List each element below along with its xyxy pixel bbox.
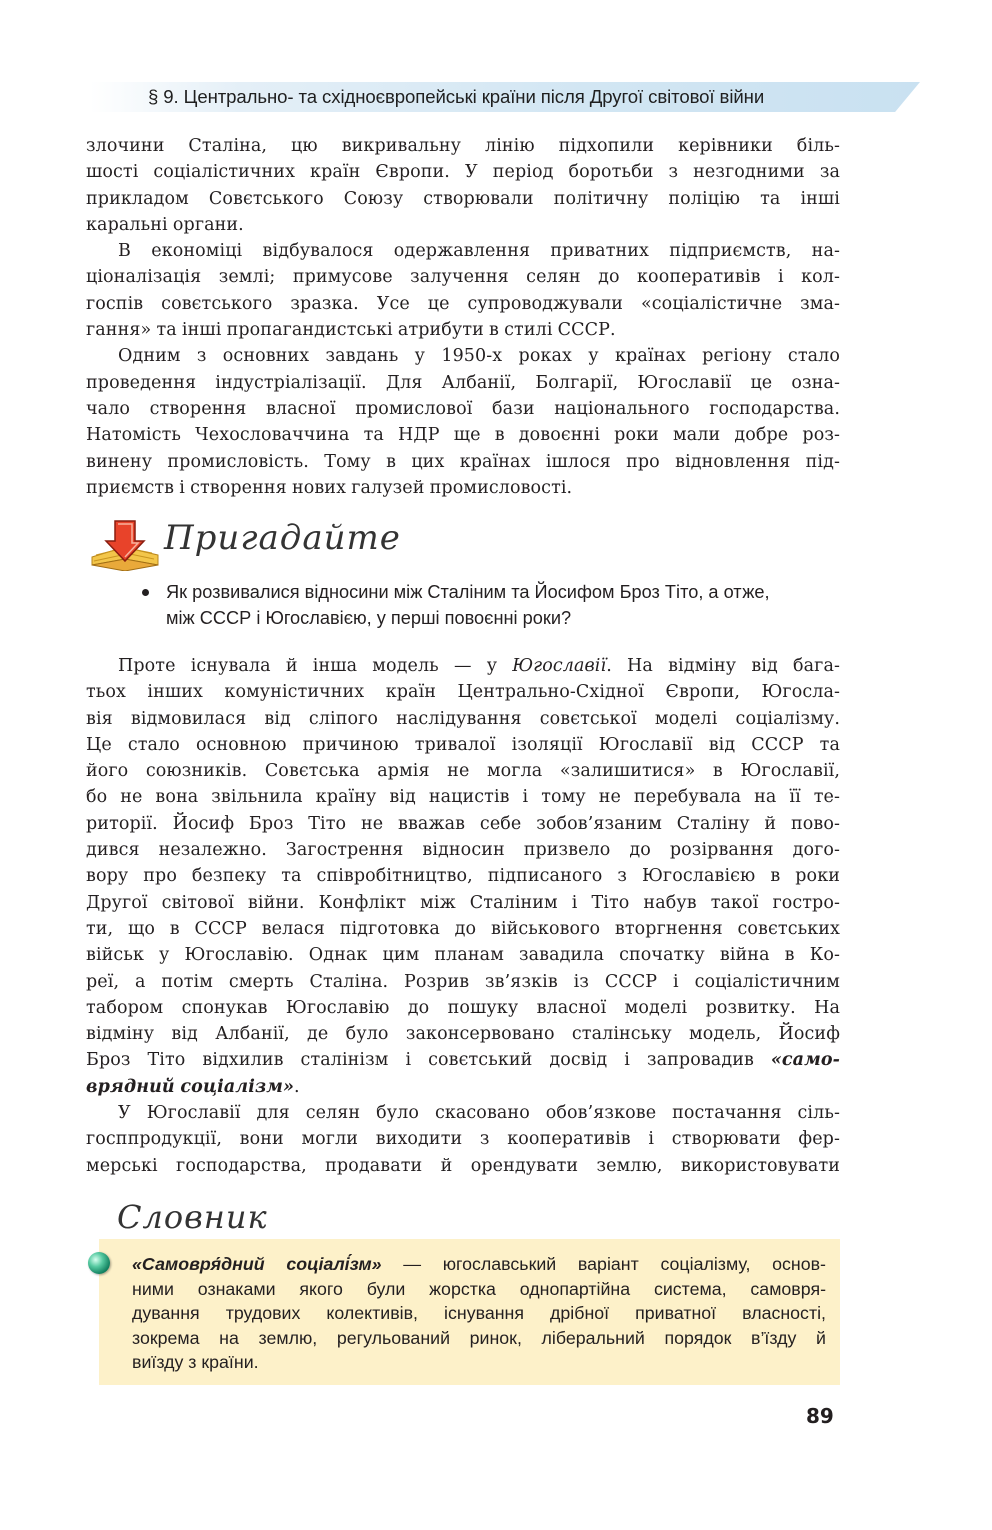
text-line: винену промисловість. Тому в цих країнах ішлося про відновлення під- (86, 451, 840, 472)
text-line: гання» та інші пропагандистські атрибути в стилі СССР. (86, 320, 616, 341)
paragraph-1 (86, 133, 840, 238)
text-line: військ у Югославію. Однак цим планам завадила спочатку війна в Ко- (86, 945, 840, 966)
text-line: риторії. Йосиф Броз Тіто не вважав себе зобов’язаним Сталіну й пово- (86, 813, 840, 834)
recall-heading: Пригадайте (164, 518, 401, 558)
text-line (86, 1047, 840, 1073)
green-gem-icon (88, 1252, 110, 1274)
text-line: У Югославії для селян було скасовано обов’язкове постачання сіль- (118, 1103, 840, 1124)
text-line: ти, що в СССР велася підготовка до військового вторгнення совєтських (86, 918, 840, 939)
text-line: проведення індустріалізації. Для Албанії, Болгарії, Югославії це озна- (86, 372, 840, 393)
text-run: — югославський варіант соціалізму, основ- (381, 1254, 826, 1274)
text-line: приємств і створення нових галузей промисловості. (86, 477, 573, 498)
emphasis-yugoslavia: Югославії (512, 656, 607, 676)
text-line: чало створення власної промислової бази національного господарства. (86, 398, 840, 419)
text-run: . (294, 1076, 300, 1097)
text-line: Другої світової війни. Конфлікт між Сталіним і Тіто набув такої гостро- (86, 892, 840, 913)
text-line: вору про безпеку та співробітництво, підписаного з Югославією в роки (86, 866, 840, 887)
glossary-definition (132, 1252, 826, 1375)
text-line (86, 653, 840, 679)
text-line: Натомість Чехословаччина та НДР ще в довоєнні роки мали добре роз- (86, 425, 840, 446)
text-line (86, 1074, 840, 1100)
text-line: прикладом Совєтського Союзу створювали політичну поліцію та інші (86, 188, 840, 209)
text-line: Як розвивалися відносини між Сталіним та Йосифом Броз Тіто, а отже, (166, 582, 770, 602)
text-line: шості соціалістичних країн Європи. У період боротьби з незгодними за (86, 162, 840, 183)
text-line: Одним з основних завдань у 1950-х роках у країнах регіону стало (118, 346, 840, 367)
text-line: злочини Сталіна, цю викривальну лінію підхопили керівники біль- (86, 136, 840, 156)
text-line: тьох інших комуністичних країн Центрально-Східної Європи, Югосла- (86, 682, 840, 703)
text-line: між СССР і Югославією, у перші повоєнні роки? (166, 608, 572, 628)
text-line: мерські господарства, продавати й орендувати землю, використовувати (86, 1155, 840, 1176)
emphasis-term: врядний соціалізм» (86, 1076, 294, 1097)
paragraph-4 (86, 653, 840, 1100)
paragraph-5 (86, 1100, 840, 1179)
paragraph-2 (86, 238, 840, 343)
emphasis-term: «само- (770, 1050, 840, 1071)
text-line: відміну від Албанії, де було законсервовано сталінську модель, Йосиф (86, 1024, 840, 1045)
body-bottom (86, 653, 840, 1179)
paragraph-3 (86, 343, 840, 501)
text-run: Броз Тіто відхилив сталінізм і совєтський досвід і запровадив (86, 1050, 771, 1071)
bullet-icon (142, 589, 149, 596)
text-line: каральні органи. (86, 214, 244, 235)
text-line: бо не вона звільнила країну від нацистів і тому не перебувала на її те- (86, 787, 840, 808)
text-line: реї, а потім смерть Сталіна. Розрив зв’язків із СССР і соціалістичним (86, 971, 840, 992)
text-line: ціоналізація землі; примусове залучення селян до кооперативів і кол- (86, 267, 840, 288)
text-line: дування трудових колективів, існування дрібної приватної власності, (132, 1303, 826, 1323)
recall-question (166, 579, 846, 631)
text-line: ними ознаками якого були жорстка однопартійна система, самовря- (132, 1278, 826, 1299)
text-line: дився незалежно. Загострення відносин призвело до розірвання дого- (86, 840, 840, 861)
text-line: госпів совєтського зразка. Усе це супроводжували «соціалістичне зма- (86, 293, 840, 314)
text-line: його союзників. Совєтська армія не могла «залишитися» в Югославії, (86, 761, 840, 782)
open-book-arrow-icon (88, 519, 162, 571)
text-line: зокрема на землю, регульований ринок, ліберальний порядок в’їзду й (132, 1327, 826, 1348)
page-number: 89 (806, 1404, 834, 1428)
text-line: госппродукції, вони могли виходити з кооперативів і створювати фер- (86, 1129, 840, 1150)
glossary-term: «Самовря́дний соціалі́зм» (132, 1254, 382, 1274)
text-run: . На відміну від бага- (606, 656, 840, 676)
running-header: § 9. Центрально- та східноєвропейські країни після Другої світової війни (148, 86, 765, 107)
text-line: виїзду з країни. (132, 1352, 259, 1372)
text-line: В економіці відбувалося одержавлення приватних підприємств, на- (118, 241, 840, 262)
text-line: табором спонукав Югославію до пошуку власної моделі розвитку. На (86, 997, 840, 1018)
text-run: Проте існувала й інша модель — у (118, 656, 513, 676)
glossary-heading: Словник (117, 1198, 268, 1236)
text-line: вія відмовилася від сліпого наслідування совєтської моделі соціалізму. (86, 708, 840, 729)
body-top (86, 133, 840, 501)
text-line (132, 1252, 826, 1277)
text-line: Це стало основною причиною тривалої ізоляції Югославії від СССР та (86, 734, 840, 755)
